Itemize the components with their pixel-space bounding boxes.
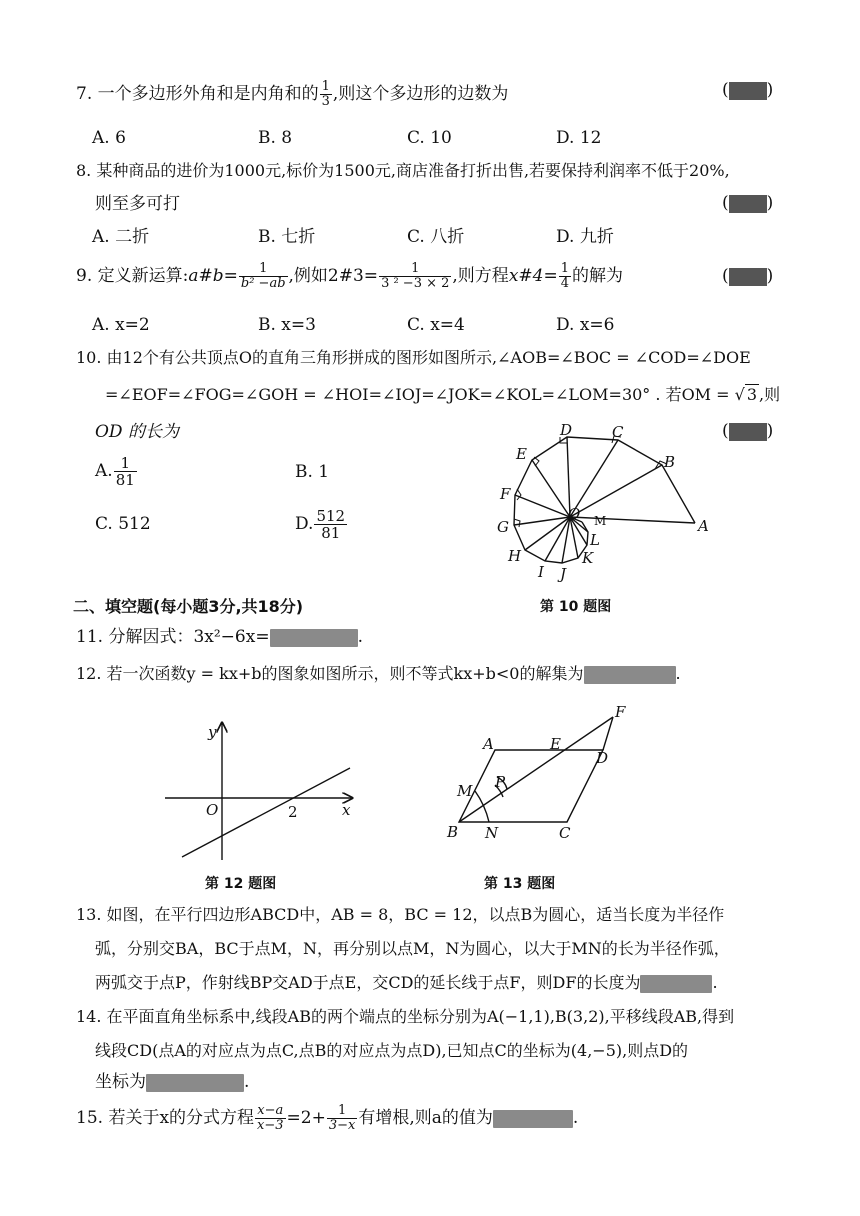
question-number: 15.	[76, 1108, 104, 1128]
figure-label: M	[457, 782, 473, 800]
period: .	[675, 664, 681, 683]
question-text: =2+	[286, 1108, 326, 1128]
question-number: 12.	[76, 664, 102, 683]
question-11	[76, 626, 363, 648]
figure-13-caption: 第 13 题图	[484, 876, 556, 892]
figure-label: D	[560, 421, 573, 439]
option-c[interactable]: C. 512	[95, 514, 151, 534]
figure-12-caption: 第 12 题图	[205, 876, 277, 892]
option-d[interactable]	[295, 508, 348, 541]
numerator: 1	[379, 262, 451, 277]
fraction	[327, 1104, 358, 1133]
equation: x#4=	[508, 266, 558, 286]
question-14	[76, 1006, 734, 1028]
question-13-line3	[95, 972, 718, 994]
question-13-line2: 弧，分别交BA，BC于点M，N，再分别以点M，N为圆心，以大于MN的长为半径作弧，	[95, 939, 730, 958]
option-a[interactable]: A. 二折	[92, 227, 150, 247]
figure-label: A	[698, 517, 709, 535]
numerator: 1	[327, 1104, 358, 1119]
paren-open: (	[722, 80, 729, 100]
question-text: 若一次函数y = kx+b的图象如图所示，则不等式kx+b<0的解集为	[106, 664, 584, 683]
option-b[interactable]: B. 1	[295, 462, 330, 482]
figure-label: P	[495, 773, 506, 791]
right-angle-marks	[514, 436, 667, 527]
question-text: 如图，在平行四边形ABCD中，AB = 8，BC = 12，以点B为圆心，适当长度为半径作	[106, 905, 725, 924]
question-text: 的解为	[572, 266, 623, 286]
figure-label: C	[559, 824, 571, 842]
question-text: 坐标为	[95, 1072, 146, 1092]
paren-close: )	[766, 421, 774, 441]
option-label: D.	[295, 514, 314, 534]
figure-label: L	[590, 531, 600, 549]
figure-label: F	[500, 485, 511, 503]
option-a[interactable]: A. x=2	[92, 315, 150, 335]
parallelogram-lines	[459, 717, 613, 822]
denominator: 3	[321, 94, 330, 109]
answer-redaction	[729, 423, 767, 441]
question-8-line2: 则至多可打	[95, 194, 180, 214]
fraction	[559, 262, 571, 291]
numerator: 1	[560, 261, 569, 276]
denominator: 81	[321, 524, 341, 542]
option-b[interactable]: B. 七折	[258, 227, 316, 247]
option-c[interactable]: C. x=4	[407, 315, 465, 335]
option-c[interactable]: C. 八折	[407, 227, 465, 247]
question-text: 一个多边形外角和是内角和的	[97, 84, 319, 104]
figure-label: G	[497, 518, 509, 536]
question-number: 11.	[76, 627, 104, 647]
x-axis-label: x	[342, 801, 351, 819]
answer-redaction	[729, 82, 767, 100]
question-text: 有增根,则a的值为	[358, 1108, 493, 1128]
question-number: 8.	[76, 161, 92, 180]
answer-paren-8	[722, 193, 773, 213]
question-9	[76, 262, 623, 291]
period: .	[712, 973, 718, 992]
option-d[interactable]: D. x=6	[556, 315, 615, 335]
question-10-line2: =∠EOF=∠FOG=∠GOH = ∠HOI=∠IOJ=∠JOK=∠KOL=∠LOM=30° . 若OM = √ 3 ,则	[105, 385, 781, 404]
denominator: x−3	[257, 1118, 284, 1133]
question-10-line3: OD 的长为	[95, 422, 179, 442]
fraction	[239, 262, 288, 291]
answer-paren-10	[722, 421, 773, 441]
answer-blank[interactable]	[584, 666, 676, 684]
denominator: 3−x	[328, 1118, 356, 1133]
answer-blank[interactable]	[640, 975, 712, 993]
question-text: 由12个有公共顶点O的直角三角形拼成的图形如图所示,∠AOB=∠BOC = ∠COD=∠DOE	[106, 348, 751, 367]
period: .	[244, 1072, 250, 1092]
numerator: 1	[321, 79, 330, 94]
y-axis-label: y	[208, 723, 217, 741]
answer-blank[interactable]	[146, 1074, 244, 1092]
answer-blank[interactable]	[270, 629, 358, 647]
question-13	[76, 904, 724, 926]
paren-close: )	[766, 80, 774, 100]
option-d[interactable]: D. 九折	[556, 227, 614, 247]
denominator: 4	[560, 276, 569, 291]
figure-label: C	[612, 423, 624, 441]
figure-label: M	[594, 514, 607, 528]
figure-label: I	[538, 563, 544, 581]
question-text: 某种商品的进价为1000元,标价为1500元,商店准备打折出售,若要保持利润率不低于20%,	[96, 161, 730, 180]
figure-label: D	[596, 749, 609, 767]
question-8	[76, 160, 730, 182]
fraction	[320, 80, 332, 109]
question-14-line3	[95, 1071, 249, 1093]
question-number: 9.	[76, 266, 93, 286]
paren-open: (	[722, 421, 729, 441]
answer-blank[interactable]	[493, 1110, 573, 1128]
section-heading: 二、填空题(每小题3分,共18分)	[73, 597, 304, 616]
figure-label: K	[582, 549, 594, 567]
option-b[interactable]: B. x=3	[258, 315, 316, 335]
question-number: 10.	[76, 348, 102, 367]
paren-close: )	[766, 266, 774, 286]
figure-label: H	[508, 547, 522, 565]
question-text: ,则	[759, 385, 781, 404]
numerator: 512	[316, 507, 346, 525]
figure-label: E	[516, 445, 527, 463]
question-7	[76, 80, 508, 109]
figure-label: B	[447, 823, 459, 841]
figure-label: E	[550, 735, 561, 753]
denominator: 3 ² −3 × 2	[381, 276, 450, 291]
question-number: 13.	[76, 905, 102, 924]
option-a[interactable]: A. 6	[92, 128, 126, 148]
figure-label: O	[568, 505, 581, 523]
question-15	[76, 1104, 578, 1133]
question-number: 7.	[76, 84, 93, 104]
definition: a#b=	[188, 266, 238, 286]
figure-13-parallelogram	[445, 705, 630, 845]
option-label: A.	[95, 461, 113, 481]
fraction	[255, 1104, 286, 1133]
figure-10-spiral	[490, 415, 720, 585]
question-text: ,例如2#3=	[288, 266, 379, 286]
question-12	[76, 663, 681, 685]
sqrt-value: 3	[746, 385, 758, 404]
question-text: 分解因式：3x²−6x=	[108, 627, 270, 647]
paren-open: (	[722, 266, 729, 286]
denominator: 81	[115, 471, 135, 489]
figure-label: N	[485, 824, 499, 842]
origin-label: O	[206, 801, 219, 819]
figure-10-caption: 第 10 题图	[540, 599, 612, 615]
figure-label: J	[560, 565, 567, 583]
x-intercept-label: 2	[288, 803, 298, 821]
question-text: ,则方程	[452, 266, 509, 286]
denominator: b² −ab	[240, 276, 286, 291]
question-text: =∠EOF=∠FOG=∠GOH = ∠HOI=∠IOJ=∠JOK=∠KOL=∠LOM=30° . 若OM =	[105, 385, 735, 404]
answer-redaction	[729, 195, 767, 213]
figure-label: A	[483, 735, 494, 753]
question-number: 14.	[76, 1007, 102, 1026]
option-d[interactable]: D. 12	[556, 128, 602, 148]
fraction	[314, 508, 347, 541]
figure-12-graph	[160, 715, 360, 865]
question-text: 两弧交于点P，作射线BP交AD于点E，交CD的延长线于点F，则DF的长度为	[95, 973, 641, 992]
numerator: 1	[239, 262, 288, 277]
numerator: x−a	[255, 1104, 286, 1119]
option-a[interactable]	[95, 455, 138, 488]
figure-label: B	[664, 453, 676, 471]
question-14-line2: 线段CD(点A的对应点为点C,点B的对应点为点D),已知点C的坐标为(4,−5),则点D的	[95, 1041, 689, 1060]
answer-paren-9	[722, 266, 773, 286]
question-text: 若关于x的分式方程	[108, 1108, 255, 1128]
question-text: 在平面直角坐标系中,线段AB的两个端点的坐标分别为A(−1,1),B(3,2),平移线段AB,得到	[106, 1007, 735, 1026]
question-text: ,则这个多边形的边数为	[332, 84, 509, 104]
period: .	[357, 627, 363, 647]
answer-paren-7	[722, 80, 773, 100]
fraction	[114, 455, 137, 488]
option-c[interactable]: C. 10	[407, 128, 452, 148]
paren-open: (	[722, 193, 729, 213]
option-b[interactable]: B. 8	[258, 128, 293, 148]
fraction	[379, 262, 451, 291]
question-text: 定义新运算:	[97, 266, 189, 286]
figure-label: F	[615, 705, 626, 721]
question-10	[76, 347, 751, 369]
answer-redaction	[729, 268, 767, 286]
paren-close: )	[766, 193, 774, 213]
period: .	[572, 1108, 579, 1128]
numerator: 1	[114, 455, 137, 472]
